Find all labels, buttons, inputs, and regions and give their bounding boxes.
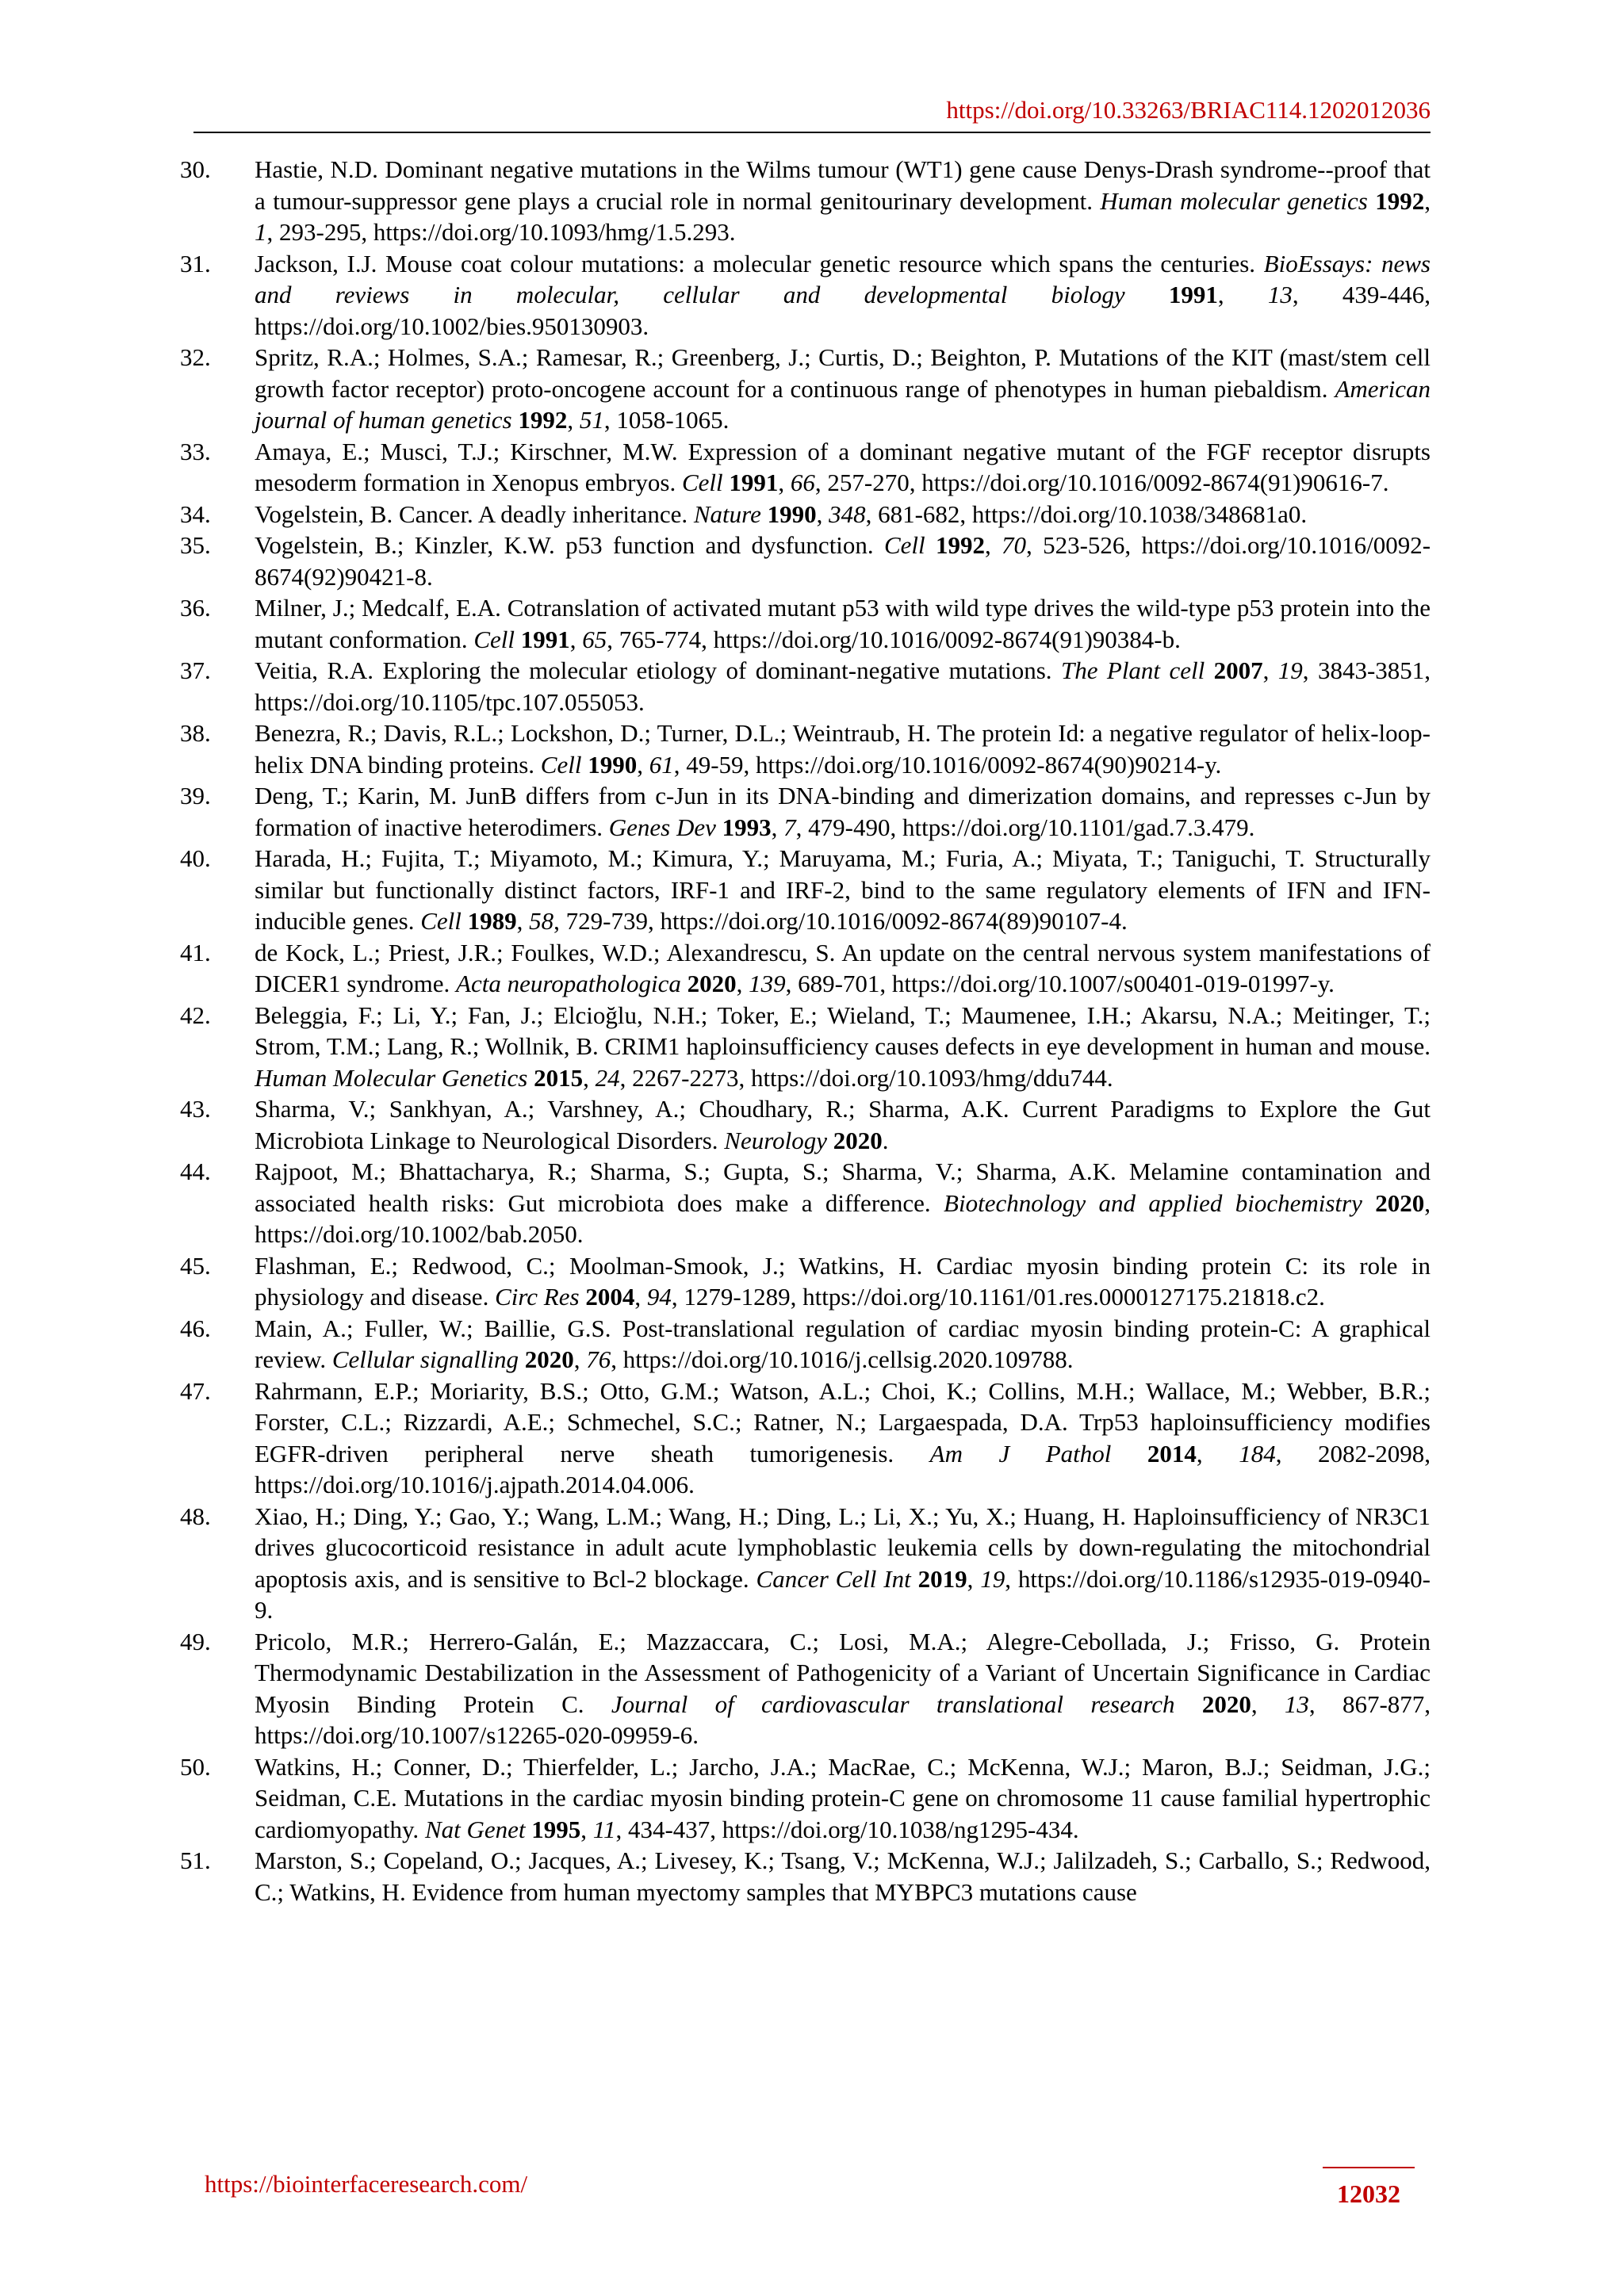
reference-journal: Cell (473, 625, 515, 653)
reference-segment (911, 1565, 918, 1593)
reference-text (255, 1156, 1431, 1250)
reference-segment: Vogelstein, B. Cancer. A deadly inheritance. (255, 499, 694, 528)
reference-journal: Cell (540, 750, 582, 779)
reference-journal: Am J Pathol (929, 1439, 1112, 1468)
reference-journal: 61 (649, 750, 674, 779)
reference-journal: Cell (681, 469, 723, 496)
reference-segment (716, 813, 722, 841)
reference-segment: Benezra, R.; Davis, R.L.; Lockshon, D.; Turner, D.L.; Weintraub, H. The protein Id: a negative regulator of helix-loop-helix DNA binding proteins. (255, 719, 1431, 779)
reference-segment: , 729-739, https://doi.org/10.1016/0092-8674(89)90107-4. (553, 907, 1128, 935)
reference-text (255, 248, 1431, 342)
reference-journal: Nat Genet (424, 1815, 526, 1843)
reference-journal: 58 (529, 907, 554, 935)
reference-text (255, 1751, 1431, 1846)
reference-segment: , (816, 499, 829, 528)
reference-number: 44. (180, 1158, 211, 1185)
reference-segment (1362, 1189, 1375, 1217)
reference-segment: , 681-682, https://doi.org/10.1038/348681a0. (865, 499, 1308, 528)
reference-segment: , 2267-2273, https://doi.org/10.1093/hmg/ddu744. (619, 1063, 1113, 1092)
reference-segment: , (583, 1063, 596, 1092)
reference-segment: Deng, T.; Karin, M. JunB differs from c-Jun in its DNA-binding and dimerization domains, and represses c-Jun by formation of inactive heterodimers. (255, 782, 1431, 841)
reference-list (180, 154, 1431, 1908)
reference-number: 30. (180, 155, 211, 183)
reference-segment: , (567, 406, 580, 434)
reference-segment: , (569, 625, 583, 653)
reference-segment: , 439-446, https://doi.org/10.1002/bies.950130903. (255, 281, 1431, 340)
reference-segment: Pricolo, M.R.; Herrero-Galán, E.; Mazzaccara, C.; Losi, M.A.; Alegre-Cebollada, J.; Frisso, G. Protein Thermodynamic Destabilization in the Assessment of Pathogenicity of a Variant of Uncertain Significance in Cardiac Myosin Binding Protein C. (255, 1627, 1431, 1718)
reference-journal: Biotechnology and applied biochemistry (944, 1188, 1362, 1217)
reference-journal: Cell (420, 907, 462, 935)
reference-text (255, 1000, 1431, 1094)
reference-text (255, 1501, 1431, 1626)
reference-segment: Main, A.; Fuller, W.; Baillie, G.S. Post-translational regulation of cardiac myosin binding protein-C: A graphical review. (255, 1314, 1431, 1373)
reference-journal: 13 (1267, 281, 1293, 308)
reference-journal: The Plant cell (1060, 656, 1205, 684)
reference-segment: , (778, 469, 791, 496)
reference-segment: , (1262, 656, 1278, 684)
reference-number: 40. (180, 844, 211, 872)
reference-journal: 24 (595, 1063, 620, 1092)
reference-segment: , 689-701, https://doi.org/10.1007/s00401-019-01997-y. (785, 970, 1335, 997)
reference-segment: , 1279-1289, https://doi.org/10.1161/01.res.0000127175.21818.c2. (671, 1283, 1325, 1311)
reference-number: 46. (180, 1314, 211, 1342)
reference-text (255, 342, 1431, 436)
reference-segment: , (736, 970, 749, 997)
reference-segment: Amaya, E.; Musci, T.J.; Kirschner, M.W. Expression of a dominant negative mutant of the FGF receptor disrupts mesoderm formation in Xenopus embryos. (255, 437, 1431, 496)
reference-journal: 348 (829, 499, 866, 528)
reference-journal: American journal of human genetics (255, 374, 1431, 434)
reference-segment (1205, 656, 1213, 684)
reference-text (255, 499, 1431, 530)
reference-year: 2019 (917, 1564, 967, 1593)
reference-number: 41. (180, 938, 211, 966)
reference-year: 2020 (687, 970, 737, 997)
reference-journal: Cellular signalling (331, 1345, 519, 1373)
reference-number: 51. (180, 1846, 211, 1874)
reference-number: 38. (180, 719, 211, 747)
reference-segment: , (967, 1564, 981, 1593)
reference-item (180, 1501, 1431, 1626)
reference-item (180, 1751, 1431, 1846)
reference-number: 32. (180, 343, 211, 371)
doi-link[interactable]: https://doi.org/10.33263/BRIAC114.1202012036 (946, 96, 1431, 124)
reference-segment: Hastie, N.D. Dominant negative mutations in the Wilms tumour (WT1) gene cause Denys-Drash syndrome--proof that a tumour-suppressor gene plays a crucial role in normal genitourinary development. (255, 155, 1431, 215)
reference-text (255, 937, 1431, 1000)
page-number: 12032 (1337, 2179, 1400, 2208)
reference-segment: Harada, H.; Fujita, T.; Miyamoto, M.; Kimura, Y.; Maruyama, M.; Furia, A.; Miyata, T.; Taniguchi, T. Structurally similar but functionally distinct factors, IRF-1 and IRF-2, bind to the same regulatory elements of IFN and IFN-inducible genes. (255, 844, 1431, 935)
reference-journal: 19 (1277, 656, 1303, 684)
reference-segment: Spritz, R.A.; Holmes, S.A.; Ramesar, R.; Greenberg, J.; Curtis, D.; Beighton, P. Mutations of the KIT (mast/stem cell growth factor receptor) proto-oncogene account for a continuous range of phenotypes in human piebaldism. (255, 343, 1431, 403)
reference-text (255, 1626, 1431, 1751)
reference-year: 1992 (935, 531, 985, 559)
reference-text (255, 1376, 1431, 1501)
reference-item (180, 436, 1431, 499)
reference-journal: Cancer Cell Int (756, 1564, 911, 1593)
reference-segment: Jackson, I.J. Mouse coat colour mutations: a molecular genetic resource which spans the centuries. (255, 249, 1264, 277)
reference-segment: , 479-490, https://doi.org/10.1101/gad.7.3.479. (795, 813, 1255, 841)
reference-journal: 184 (1239, 1439, 1276, 1468)
reference-text (255, 530, 1431, 592)
reference-journal: Acta neuropathologica (456, 970, 681, 997)
reference-text (255, 1093, 1431, 1156)
reference-segment: , 257-270, https://doi.org/10.1016/0092-8674(91)90616-7. (814, 469, 1389, 496)
reference-text (255, 592, 1431, 655)
reference-number: 34. (180, 499, 211, 528)
reference-text (255, 655, 1431, 718)
reference-segment: , (637, 750, 649, 779)
reference-text (255, 1250, 1431, 1313)
header-rule (193, 132, 1431, 133)
reference-segment: Milner, J.; Medcalf, E.A. Cotranslation of activated mutant p53 with wild type drives the wild-type p53 protein into the mutant conformation. (255, 594, 1431, 653)
journal-site-link[interactable]: https://biointerfaceresearch.com/ (205, 2170, 528, 2198)
reference-segment: Beleggia, F.; Li, Y.; Fan, J.; Elcioğlu, N.H.; Toker, E.; Wieland, T.; Maumenee, I.H.; Akarsu, N.A.; Meitinger, T.; Strom, T.M.; Lang, R.; Wollnik, B. CRIM1 haploinsufficiency causes defects in eye development in human and mouse. (255, 1001, 1431, 1060)
reference-number: 48. (180, 1502, 211, 1530)
reference-number: 31. (180, 249, 211, 277)
reference-item (180, 1313, 1431, 1376)
reference-segment: , 293-295, https://doi.org/10.1093/hmg/1.5.293. (266, 218, 736, 246)
reference-text (255, 718, 1431, 780)
reference-text (255, 780, 1431, 843)
reference-journal: 65 (582, 625, 607, 653)
reference-journal: 139 (749, 970, 786, 997)
reference-segment: , 2082-2098, https://doi.org/10.1016/j.ajpath.2014.04.006. (255, 1439, 1431, 1498)
reference-item (180, 154, 1431, 248)
reference-segment: , https://doi.org/10.1186/s12935-019-0940-9. (255, 1564, 1431, 1624)
reference-segment: Rajpoot, M.; Bhattacharya, R.; Sharma, S.; Gupta, S.; Sharma, V.; Sharma, A.K. Melamine contamination and associated health risks: Gut microbiota does make a difference. (255, 1158, 1431, 1217)
reference-segment: Rahrmann, E.P.; Moriarity, B.S.; Otto, G.M.; Watson, A.L.; Choi, K.; Collins, M.H.; Wallace, M.; Webber, B.R.; Forster, C.L.; Rizzardi, A.E.; Schmechel, S.C.; Ratner, N.; Largaespada, D.A. Trp53 haploinsufficiency modifies EGFR-driven peripheral nerve sheath tumorigenesis. (255, 1376, 1431, 1468)
reference-number: 36. (180, 594, 211, 622)
reference-segment: , (984, 531, 1002, 559)
reference-segment (527, 1064, 534, 1092)
reference-journal: 70 (1002, 531, 1027, 559)
reference-text (255, 1313, 1431, 1376)
reference-item (180, 1626, 1431, 1751)
reference-year: 2007 (1213, 656, 1263, 684)
reference-item (180, 1845, 1431, 1908)
reference-year: 2020 (524, 1345, 574, 1373)
page-number-rule (1323, 2167, 1415, 2168)
reference-journal: Cell (883, 531, 925, 559)
reference-year: 2015 (534, 1063, 584, 1092)
reference-journal: 76 (586, 1345, 611, 1373)
reference-journal: Genes Dev (608, 813, 716, 841)
reference-number: 33. (180, 437, 211, 465)
reference-segment: , (771, 813, 784, 841)
reference-segment: , 49-59, https://doi.org/10.1016/0092-8674(90)90214-y. (673, 750, 1222, 779)
reference-journal: 11 (592, 1815, 616, 1843)
reference-item (180, 843, 1431, 937)
reference-segment: de Kock, L.; Priest, J.R.; Foulkes, W.D.; Alexandrescu, S. An update on the central nervous system manifestations of DICER1 syndrome. (255, 938, 1431, 997)
reference-segment (1175, 1690, 1202, 1718)
reference-segment (1368, 187, 1375, 215)
reference-segment: , 523-526, https://doi.org/10.1016/0092-8674(92)90421-8. (255, 531, 1431, 591)
reference-segment (681, 970, 688, 997)
reference-segment: , (1196, 1439, 1239, 1468)
reference-segment: , https://doi.org/10.1002/bab.2050. (255, 1188, 1431, 1248)
reference-journal: 66 (790, 469, 815, 496)
reference-segment (462, 907, 468, 935)
reference-item (180, 530, 1431, 592)
reference-item (180, 499, 1431, 530)
reference-year: 1993 (722, 813, 772, 841)
reference-year: 1992 (518, 406, 568, 434)
reference-number: 45. (180, 1251, 211, 1280)
reference-segment: , 765-774, https://doi.org/10.1016/0092-8674(91)90384-b. (607, 625, 1181, 653)
reference-segment: , https://doi.org/10.1016/j.cellsig.2020.109788. (611, 1345, 1074, 1373)
reference-year: 2014 (1147, 1439, 1197, 1468)
reference-item (180, 248, 1431, 342)
reference-item (180, 1000, 1431, 1094)
reference-text (255, 843, 1431, 937)
reference-journal: Human molecular genetics (1100, 186, 1368, 215)
reference-item (180, 937, 1431, 1000)
reference-segment (761, 500, 768, 528)
reference-number: 42. (180, 1001, 211, 1029)
reference-segment: Marston, S.; Copeland, O.; Jacques, A.; Livesey, K.; Tsang, V.; McKenna, W.J.; Jalilzadeh, S.; Carballo, S.; Redwood, C.; Watkins, H. Evidence from human myectomy samples that MYBPC3 mutations cause (255, 1846, 1431, 1906)
reference-segment: , (1424, 186, 1431, 215)
reference-journal: Journal of cardiovascular translational research (611, 1689, 1175, 1718)
reference-segment: , (573, 1345, 587, 1373)
reference-segment (925, 531, 936, 559)
reference-year: 2020 (833, 1126, 883, 1154)
reference-year: 1989 (467, 907, 517, 935)
reference-text (255, 1845, 1431, 1908)
reference-item (180, 718, 1431, 780)
reference-journal: Neurology (724, 1126, 828, 1154)
reference-year: 1992 (1375, 186, 1425, 215)
reference-segment (827, 1127, 833, 1154)
reference-year: 2004 (585, 1283, 635, 1311)
reference-journal: 7 (783, 813, 796, 841)
reference-number: 37. (180, 656, 211, 684)
reference-journal: 51 (579, 406, 604, 434)
reference-segment: , (1217, 281, 1268, 308)
reference-year: 1990 (588, 750, 638, 779)
reference-text (255, 154, 1431, 248)
reference-number: 50. (180, 1752, 211, 1781)
reference-item (180, 1376, 1431, 1501)
reference-segment: , 867-877, https://doi.org/10.1007/s12265-020-09959-6. (255, 1689, 1431, 1749)
reference-year: 2020 (1375, 1188, 1425, 1217)
reference-number: 35. (180, 531, 211, 559)
reference-journal: 94 (646, 1283, 672, 1311)
reference-journal: BioEssays: news and reviews in molecular, cellular and developmental biology (255, 249, 1431, 308)
reference-text (255, 436, 1431, 499)
reference-journal: Nature (693, 499, 761, 528)
reference-segment (515, 626, 521, 653)
reference-segment: , (580, 1815, 593, 1843)
reference-segment: , (516, 907, 530, 935)
reference-year: 2020 (1201, 1689, 1251, 1718)
reference-item (180, 1093, 1431, 1156)
reference-segment: , 3843-3851, https://doi.org/10.1105/tpc.107.055053. (255, 656, 1431, 716)
reference-number: 39. (180, 782, 211, 809)
reference-year: 1991 (520, 625, 570, 653)
reference-item (180, 780, 1431, 843)
reference-item (180, 1156, 1431, 1250)
reference-segment: , 1058-1065. (603, 406, 730, 434)
reference-segment: Vogelstein, B.; Kinzler, K.W. p53 function and dysfunction. (255, 531, 884, 559)
reference-segment: , (1251, 1689, 1285, 1718)
reference-journal: Human Molecular Genetics (255, 1063, 528, 1092)
reference-journal: 19 (980, 1564, 1005, 1593)
reference-item (180, 342, 1431, 436)
reference-year: 1990 (767, 499, 817, 528)
reference-year: 1991 (729, 469, 779, 496)
reference-segment (1111, 1440, 1147, 1468)
reference-number: 43. (180, 1095, 211, 1123)
reference-journal: Circ Res (495, 1283, 580, 1311)
reference-item (180, 655, 1431, 718)
reference-year: 1991 (1168, 281, 1218, 308)
reference-segment: Watkins, H.; Conner, D.; Thierfelder, L.; Jarcho, J.A.; MacRae, C.; McKenna, W.J.; Maron, B.J.; Seidman, J.G.; Seidman, C.E. Mutations in the cardiac myosin binding protein-C gene on chromosome 11 cause familial hypertrophic cardiomyopathy. (255, 1752, 1431, 1843)
reference-year: 1995 (531, 1815, 581, 1843)
reference-segment: , 434-437, https://doi.org/10.1038/ng1295-434. (615, 1815, 1079, 1843)
reference-journal: 1 (255, 218, 267, 246)
reference-item (180, 592, 1431, 655)
reference-segment: . (882, 1126, 889, 1154)
reference-segment (1125, 281, 1169, 308)
reference-segment: Veitia, R.A. Exploring the molecular etiology of dominant-negative mutations. (255, 656, 1061, 684)
reference-segment: Flashman, E.; Redwood, C.; Moolman-Smook, J.; Watkins, H. Cardiac myosin binding protein C: its role in physiology and disease. (255, 1251, 1431, 1311)
reference-item (180, 1250, 1431, 1313)
reference-number: 49. (180, 1627, 211, 1655)
reference-segment (519, 1345, 525, 1373)
reference-number: 47. (180, 1376, 211, 1405)
reference-journal: 13 (1284, 1689, 1309, 1718)
reference-segment: Sharma, V.; Sankhyan, A.; Varshney, A.; Choudhary, R.; Sharma, A.K. Current Paradigms to Explore the Gut Microbiota Linkage to Neurological Disorders. (255, 1095, 1431, 1154)
reference-segment: , (634, 1283, 647, 1311)
reference-segment: Xiao, H.; Ding, Y.; Gao, Y.; Wang, L.M.; Wang, H.; Ding, L.; Li, X.; Yu, X.; Huang, H. Haploinsufficiency of NR3C1 drives glucocorticoid resistance in adult acute lymphoblastic leukemia cells by down-regulating the mitochondrial apoptosis axis, and is sensitive to Bcl-2 blockage. (255, 1502, 1431, 1593)
